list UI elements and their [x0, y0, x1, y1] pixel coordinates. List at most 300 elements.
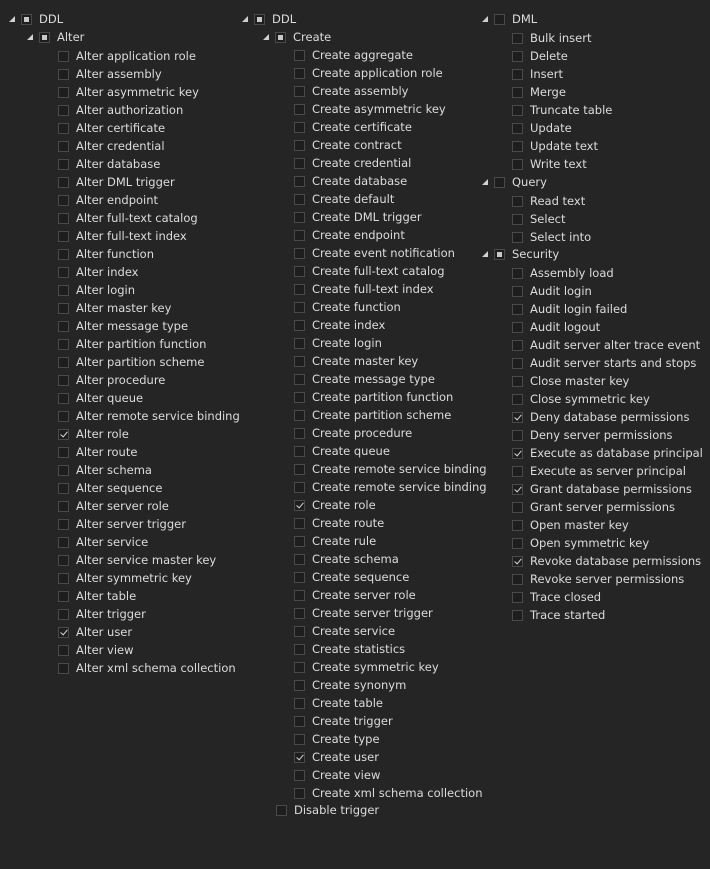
- tree-item-alter-server-role[interactable]: [58, 497, 169, 515]
- checkbox[interactable]: [512, 376, 523, 387]
- checkbox[interactable]: [294, 680, 305, 691]
- tree-item-create-synonym[interactable]: [294, 676, 406, 694]
- tree-item-label: Create assembly: [312, 84, 409, 98]
- tree-item-create-application-role[interactable]: [294, 64, 443, 82]
- tree-item-create-trigger[interactable]: [294, 712, 393, 730]
- checkbox[interactable]: [512, 159, 523, 170]
- tree-item-label: Create server role: [312, 588, 416, 602]
- tree-item-create-role[interactable]: [294, 496, 376, 514]
- tree-item-label: Execute as server principal: [530, 464, 686, 478]
- tree-item-alter-authorization[interactable]: [58, 101, 183, 119]
- checkbox[interactable]: [294, 518, 305, 529]
- checkbox[interactable]: [512, 232, 523, 243]
- tree-item-write-text[interactable]: [512, 155, 587, 173]
- tree-item-alter-index[interactable]: [58, 263, 139, 281]
- checkbox[interactable]: [512, 286, 523, 297]
- tree-item-update-text[interactable]: [512, 137, 598, 155]
- tree-item-label: Alter login: [76, 283, 136, 297]
- tree-item-label: Close symmetric key: [530, 392, 650, 406]
- tree-item-assembly-load[interactable]: [512, 264, 614, 282]
- tree-item-alter-assembly[interactable]: [58, 65, 162, 83]
- checkbox[interactable]: [294, 608, 305, 619]
- tree-item-update[interactable]: [512, 119, 572, 137]
- checkbox[interactable]: [58, 267, 69, 278]
- tree-item-label: Alter procedure: [76, 373, 166, 387]
- checkbox[interactable]: [58, 393, 69, 404]
- tree-item-label: Alter symmetric key: [76, 571, 192, 585]
- checkbox[interactable]: [512, 610, 523, 621]
- tree-item-create-user[interactable]: [294, 748, 379, 766]
- tree-item-label: Select: [530, 212, 566, 226]
- checkbox[interactable]: [294, 194, 305, 205]
- tree-item-grant-server-permissions[interactable]: [512, 498, 675, 516]
- tree-item-truncate-table[interactable]: [512, 101, 612, 119]
- tree-item-open-master-key[interactable]: [512, 516, 629, 534]
- tree-item-alter-application-role[interactable]: [58, 47, 196, 65]
- checkbox[interactable]: [512, 502, 523, 513]
- checkbox[interactable]: [512, 592, 523, 603]
- tree-item-create-remote-service-binding[interactable]: [294, 460, 487, 478]
- tree-item-label: Revoke database permissions: [530, 554, 702, 568]
- tree-item-create-table[interactable]: [294, 694, 383, 712]
- tree-item-alter-queue[interactable]: [58, 389, 143, 407]
- tree-item-alter-user[interactable]: [58, 623, 132, 641]
- checkbox[interactable]: [294, 338, 305, 349]
- checkbox[interactable]: [294, 266, 305, 277]
- checkbox[interactable]: [58, 285, 69, 296]
- checkbox[interactable]: [294, 140, 305, 151]
- tree-item-label: Create application role: [312, 66, 443, 80]
- tree-item-label: Alter master key: [76, 301, 172, 315]
- tree-item-create-procedure[interactable]: [294, 424, 412, 442]
- checkbox[interactable]: [294, 716, 305, 727]
- checkbox[interactable]: [512, 322, 523, 333]
- tree-item-label: Create view: [312, 768, 381, 782]
- checkbox[interactable]: [58, 213, 69, 224]
- checkbox[interactable]: [58, 501, 69, 512]
- tree-item-alter-role[interactable]: [58, 425, 129, 443]
- expand-arrow-icon[interactable]: [262, 28, 271, 46]
- tree-item-label: Query: [512, 175, 547, 189]
- tree-item-create-dml-trigger[interactable]: [294, 208, 422, 226]
- tree-item-label: Revoke server permissions: [530, 572, 685, 586]
- tree-item-disable-trigger[interactable]: [276, 801, 379, 819]
- tree-item-alter-partition-function[interactable]: [58, 335, 206, 353]
- tree-item-create-sequence[interactable]: [294, 568, 409, 586]
- tree-item-create-server-role[interactable]: [294, 586, 416, 604]
- checkbox[interactable]: [294, 500, 305, 511]
- checkbox[interactable]: [294, 734, 305, 745]
- tree-item-alter-login[interactable]: [58, 281, 135, 299]
- checkbox[interactable]: [294, 392, 305, 403]
- checkbox[interactable]: [294, 50, 305, 61]
- tree-item-close-symmetric-key[interactable]: [512, 390, 650, 408]
- checkbox[interactable]: [294, 698, 305, 709]
- tree-item-create-queue[interactable]: [294, 442, 390, 460]
- tree-item-label: Alter user: [76, 625, 133, 639]
- tree-item-create-schema[interactable]: [294, 550, 399, 568]
- tree-item-label: DML: [512, 12, 538, 26]
- checkbox[interactable]: [294, 176, 305, 187]
- checkbox[interactable]: [58, 627, 69, 638]
- tree-item-create-xml-schema-collection[interactable]: [294, 784, 482, 802]
- tree-group-security[interactable]: [481, 245, 559, 263]
- checkbox[interactable]: [294, 320, 305, 331]
- checkbox[interactable]: [294, 464, 305, 475]
- checkbox[interactable]: [494, 14, 505, 25]
- checkbox[interactable]: [512, 430, 523, 441]
- tree-item-create-remote-service-binding[interactable]: [294, 478, 487, 496]
- tree-item-create-route[interactable]: [294, 514, 384, 532]
- checkbox[interactable]: [512, 358, 523, 369]
- tree-item-alter-asymmetric-key[interactable]: [58, 83, 199, 101]
- tree-item-alter-schema[interactable]: [58, 461, 152, 479]
- tree-group-alter[interactable]: [26, 28, 84, 46]
- checkbox[interactable]: [494, 177, 505, 188]
- tree-item-label: Create statistics: [312, 642, 406, 656]
- checkbox[interactable]: [294, 356, 305, 367]
- tree-item-alter-route[interactable]: [58, 443, 137, 461]
- tree-item-create-rule[interactable]: [294, 532, 376, 550]
- checkbox[interactable]: [294, 788, 305, 799]
- expand-arrow-icon[interactable]: [481, 245, 490, 263]
- tree-item-alter-partition-scheme[interactable]: [58, 353, 204, 371]
- checkbox[interactable]: [294, 554, 305, 565]
- checkbox[interactable]: [58, 465, 69, 476]
- tree-item-label: Alter route: [76, 445, 138, 459]
- checkbox[interactable]: [294, 752, 305, 763]
- checkbox[interactable]: [294, 302, 305, 313]
- tree-item-create-credential[interactable]: [294, 154, 411, 172]
- tree-item-bulk-insert[interactable]: [512, 29, 591, 47]
- tree-item-execute-as-database-principal[interactable]: [512, 444, 703, 462]
- tree-item-alter-master-key[interactable]: [58, 299, 171, 317]
- tree-item-audit-server-starts-and-stops[interactable]: [512, 354, 696, 372]
- tree-group-query[interactable]: [481, 173, 547, 191]
- checkbox[interactable]: [512, 214, 523, 225]
- tree-item-alter-service[interactable]: [58, 533, 148, 551]
- tree-item-label: Create endpoint: [312, 228, 405, 242]
- tree-item-label: DDL: [272, 12, 297, 26]
- checkbox[interactable]: [294, 248, 305, 259]
- checkbox[interactable]: [294, 644, 305, 655]
- checkbox[interactable]: [294, 572, 305, 583]
- tree-item-create-index[interactable]: [294, 316, 385, 334]
- tree-item-label: Alter schema: [76, 463, 152, 477]
- checkbox[interactable]: [294, 122, 305, 133]
- checkbox[interactable]: [512, 538, 523, 549]
- tree-item-label: Create database: [312, 174, 408, 188]
- tree-item-create-master-key[interactable]: [294, 352, 418, 370]
- checkbox[interactable]: [58, 141, 69, 152]
- checkbox[interactable]: [58, 573, 69, 584]
- checkbox[interactable]: [58, 375, 69, 386]
- checkbox[interactable]: [275, 32, 286, 43]
- checkbox[interactable]: [294, 86, 305, 97]
- tree-item-close-master-key[interactable]: [512, 372, 629, 390]
- tree-item-alter-sequence[interactable]: [58, 479, 162, 497]
- tree-item-alter-full-text-index[interactable]: [58, 227, 187, 245]
- checkbox[interactable]: [58, 645, 69, 656]
- checkbox[interactable]: [512, 69, 523, 80]
- checkbox[interactable]: [58, 87, 69, 98]
- tree-item-label: Create sequence: [312, 570, 410, 584]
- checkbox[interactable]: [294, 626, 305, 637]
- tree-item-label: Alter remote service binding: [76, 409, 240, 423]
- tree-item-alter-dml-trigger[interactable]: [58, 173, 175, 191]
- checkbox[interactable]: [294, 104, 305, 115]
- tree-item-label: Create certificate: [312, 120, 412, 134]
- tree-item-create-event-notification[interactable]: [294, 244, 455, 262]
- tree-item-create-function[interactable]: [294, 298, 401, 316]
- tree-item-alter-remote-service-binding[interactable]: [58, 407, 240, 425]
- tree-item-open-symmetric-key[interactable]: [512, 534, 649, 552]
- checkbox[interactable]: [254, 14, 265, 25]
- checkbox[interactable]: [294, 230, 305, 241]
- checkbox[interactable]: [294, 410, 305, 421]
- tree-item-create-service[interactable]: [294, 622, 395, 640]
- tree-item-label: Audit login failed: [530, 302, 628, 316]
- tree-item-label: Alter assembly: [76, 67, 162, 81]
- tree-item-label: Audit server alter trace event: [530, 338, 701, 352]
- tree-item-label: Audit logout: [530, 320, 601, 334]
- tree-item-select[interactable]: [512, 210, 565, 228]
- tree-item-alter-view[interactable]: [58, 641, 134, 659]
- checkbox[interactable]: [512, 141, 523, 152]
- tree-item-label: Create role: [312, 498, 376, 512]
- tree-item-create-partition-function[interactable]: [294, 388, 453, 406]
- tree-item-label: Alter service: [76, 535, 149, 549]
- tree-item-execute-as-server-principal[interactable]: [512, 462, 686, 480]
- checkbox[interactable]: [294, 284, 305, 295]
- tree-item-label: Create credential: [312, 156, 412, 170]
- checkbox[interactable]: [58, 51, 69, 62]
- tree-item-label: Create rule: [312, 534, 377, 548]
- checkbox[interactable]: [512, 556, 523, 567]
- tree-item-label: DDL: [39, 12, 64, 26]
- checkbox[interactable]: [58, 591, 69, 602]
- tree-item-alter-table[interactable]: [58, 587, 136, 605]
- tree-group-dml[interactable]: [481, 10, 537, 28]
- checkbox[interactable]: [512, 105, 523, 116]
- tree-item-alter-trigger[interactable]: [58, 605, 146, 623]
- tree-item-create-contract[interactable]: [294, 136, 402, 154]
- tree-item-alter-full-text-catalog[interactable]: [58, 209, 198, 227]
- tree-item-alter-symmetric-key[interactable]: [58, 569, 192, 587]
- checkbox[interactable]: [58, 519, 69, 530]
- tree-item-alter-service-master-key[interactable]: [58, 551, 216, 569]
- tree-item-create-view[interactable]: [294, 766, 380, 784]
- tree-item-delete[interactable]: [512, 47, 568, 65]
- checkbox[interactable]: [294, 374, 305, 385]
- tree-item-deny-server-permissions[interactable]: [512, 426, 673, 444]
- tree-item-alter-database[interactable]: [58, 155, 160, 173]
- checkbox[interactable]: [58, 105, 69, 116]
- tree-item-create-assembly[interactable]: [294, 82, 408, 100]
- checkbox[interactable]: [58, 447, 69, 458]
- expand-arrow-icon[interactable]: [8, 10, 17, 28]
- tree-item-label: Alter role: [76, 427, 129, 441]
- checkbox[interactable]: [58, 69, 69, 80]
- tree-item-label: Create master key: [312, 354, 419, 368]
- checkbox[interactable]: [512, 466, 523, 477]
- tree-item-create-full-text-index[interactable]: [294, 280, 434, 298]
- tree-item-label: Alter application role: [76, 49, 196, 63]
- checkbox[interactable]: [512, 340, 523, 351]
- tree-group-create[interactable]: [262, 28, 331, 46]
- tree-item-label: Bulk insert: [530, 31, 592, 45]
- checkbox[interactable]: [58, 537, 69, 548]
- checkbox[interactable]: [512, 394, 523, 405]
- tree-item-create-message-type[interactable]: [294, 370, 435, 388]
- tree-item-create-endpoint[interactable]: [294, 226, 405, 244]
- tree-item-label: Create symmetric key: [312, 660, 439, 674]
- tree-root-ddl[interactable]: [8, 10, 63, 28]
- tree-item-alter-xml-schema-collection[interactable]: [58, 659, 236, 677]
- checkbox[interactable]: [58, 321, 69, 332]
- tree-item-audit-server-alter-trace-event[interactable]: [512, 336, 700, 354]
- tree-item-alter-message-type[interactable]: [58, 317, 188, 335]
- tree-item-label: Alter database: [76, 157, 161, 171]
- checkbox[interactable]: [512, 51, 523, 62]
- checkbox[interactable]: [294, 158, 305, 169]
- tree-item-label: Insert: [530, 67, 563, 81]
- checkbox[interactable]: [39, 32, 50, 43]
- tree-item-label: Create: [293, 30, 332, 44]
- tree-item-revoke-server-permissions[interactable]: [512, 570, 684, 588]
- tree-item-alter-credential[interactable]: [58, 137, 165, 155]
- tree-item-create-statistics[interactable]: [294, 640, 405, 658]
- checkbox[interactable]: [294, 482, 305, 493]
- tree-item-create-aggregate[interactable]: [294, 46, 413, 64]
- tree-item-alter-endpoint[interactable]: [58, 191, 158, 209]
- checkbox[interactable]: [58, 303, 69, 314]
- checkbox[interactable]: [294, 662, 305, 673]
- checkbox[interactable]: [512, 484, 523, 495]
- checkbox[interactable]: [58, 483, 69, 494]
- tree-item-create-type[interactable]: [294, 730, 380, 748]
- checkbox[interactable]: [294, 212, 305, 223]
- checkbox[interactable]: [58, 123, 69, 134]
- tree-item-create-asymmetric-key[interactable]: [294, 100, 446, 118]
- tree-item-label: Create schema: [312, 552, 399, 566]
- tree-item-label: Alter: [57, 30, 85, 44]
- checkbox[interactable]: [58, 609, 69, 620]
- tree-item-label: Create trigger: [312, 714, 393, 728]
- tree-item-label: Create index: [312, 318, 386, 332]
- checkbox[interactable]: [512, 87, 523, 98]
- checkbox[interactable]: [294, 590, 305, 601]
- checkbox[interactable]: [58, 663, 69, 674]
- checkbox[interactable]: [294, 536, 305, 547]
- tree-item-create-default[interactable]: [294, 190, 394, 208]
- checkbox[interactable]: [276, 805, 287, 816]
- checkbox[interactable]: [294, 770, 305, 781]
- checkbox[interactable]: [58, 159, 69, 170]
- tree-item-create-database[interactable]: [294, 172, 407, 190]
- tree-item-revoke-database-permissions[interactable]: [512, 552, 701, 570]
- tree-item-label: Create full-text index: [312, 282, 434, 296]
- tree-item-label: Audit server starts and stops: [530, 356, 697, 370]
- tree-item-create-full-text-catalog[interactable]: [294, 262, 445, 280]
- expand-arrow-icon[interactable]: [26, 28, 35, 46]
- tree-item-alter-procedure[interactable]: [58, 371, 165, 389]
- checkbox[interactable]: [58, 195, 69, 206]
- checkbox[interactable]: [294, 446, 305, 457]
- checkbox[interactable]: [494, 249, 505, 260]
- checkbox[interactable]: [58, 357, 69, 368]
- tree-root-ddl[interactable]: [241, 10, 296, 28]
- tree-item-merge[interactable]: [512, 83, 566, 101]
- tree-item-label: Audit login: [530, 284, 592, 298]
- tree-item-label: Alter authorization: [76, 103, 184, 117]
- checkbox[interactable]: [294, 68, 305, 79]
- tree-item-create-partition-scheme[interactable]: [294, 406, 451, 424]
- checkbox[interactable]: [294, 428, 305, 439]
- checkbox[interactable]: [512, 268, 523, 279]
- checkbox[interactable]: [512, 33, 523, 44]
- tree-item-audit-login[interactable]: [512, 282, 592, 300]
- tree-item-alter-function[interactable]: [58, 245, 154, 263]
- tree-item-insert[interactable]: [512, 65, 563, 83]
- checkbox[interactable]: [512, 412, 523, 423]
- checkbox[interactable]: [512, 123, 523, 134]
- tree-item-create-symmetric-key[interactable]: [294, 658, 439, 676]
- tree-item-label: Create server trigger: [312, 606, 433, 620]
- tree-item-grant-database-permissions[interactable]: [512, 480, 692, 498]
- checkbox[interactable]: [58, 177, 69, 188]
- tree-item-create-certificate[interactable]: [294, 118, 412, 136]
- tree-item-create-server-trigger[interactable]: [294, 604, 433, 622]
- tree-item-read-text[interactable]: [512, 192, 585, 210]
- checkbox[interactable]: [58, 411, 69, 422]
- tree-item-label: Create type: [312, 732, 380, 746]
- tree-item-trace-closed[interactable]: [512, 588, 601, 606]
- checkbox[interactable]: [512, 304, 523, 315]
- checkbox[interactable]: [58, 429, 69, 440]
- tree-item-alter-server-trigger[interactable]: [58, 515, 186, 533]
- tree-item-label: Open master key: [530, 518, 629, 532]
- tree-item-label: Create service: [312, 624, 396, 638]
- expand-arrow-icon[interactable]: [481, 173, 490, 191]
- tree-item-label: Truncate table: [530, 103, 613, 117]
- tree-item-audit-login-failed[interactable]: [512, 300, 627, 318]
- tree-item-label: Create queue: [312, 444, 390, 458]
- checkbox[interactable]: [21, 14, 32, 25]
- tree-item-audit-logout[interactable]: [512, 318, 600, 336]
- checkbox[interactable]: [512, 574, 523, 585]
- tree-item-label: Alter DML trigger: [76, 175, 175, 189]
- checkbox[interactable]: [512, 520, 523, 531]
- checkbox[interactable]: [58, 231, 69, 242]
- expand-arrow-icon[interactable]: [481, 10, 490, 28]
- tree-item-label: Alter full-text catalog: [76, 211, 198, 225]
- checkbox[interactable]: [58, 339, 69, 350]
- checkbox[interactable]: [58, 249, 69, 260]
- tree-item-create-login[interactable]: [294, 334, 382, 352]
- checkbox[interactable]: [512, 448, 523, 459]
- checkbox[interactable]: [58, 555, 69, 566]
- tree-item-deny-database-permissions[interactable]: [512, 408, 689, 426]
- checkbox[interactable]: [512, 196, 523, 207]
- expand-arrow-icon[interactable]: [241, 10, 250, 28]
- tree-item-label: Deny server permissions: [530, 428, 673, 442]
- tree-item-trace-started[interactable]: [512, 606, 605, 624]
- tree-item-label: Select into: [530, 230, 592, 244]
- tree-item-alter-certificate[interactable]: [58, 119, 165, 137]
- tree-item-label: Alter view: [76, 643, 134, 657]
- tree-item-select-into[interactable]: [512, 228, 591, 246]
